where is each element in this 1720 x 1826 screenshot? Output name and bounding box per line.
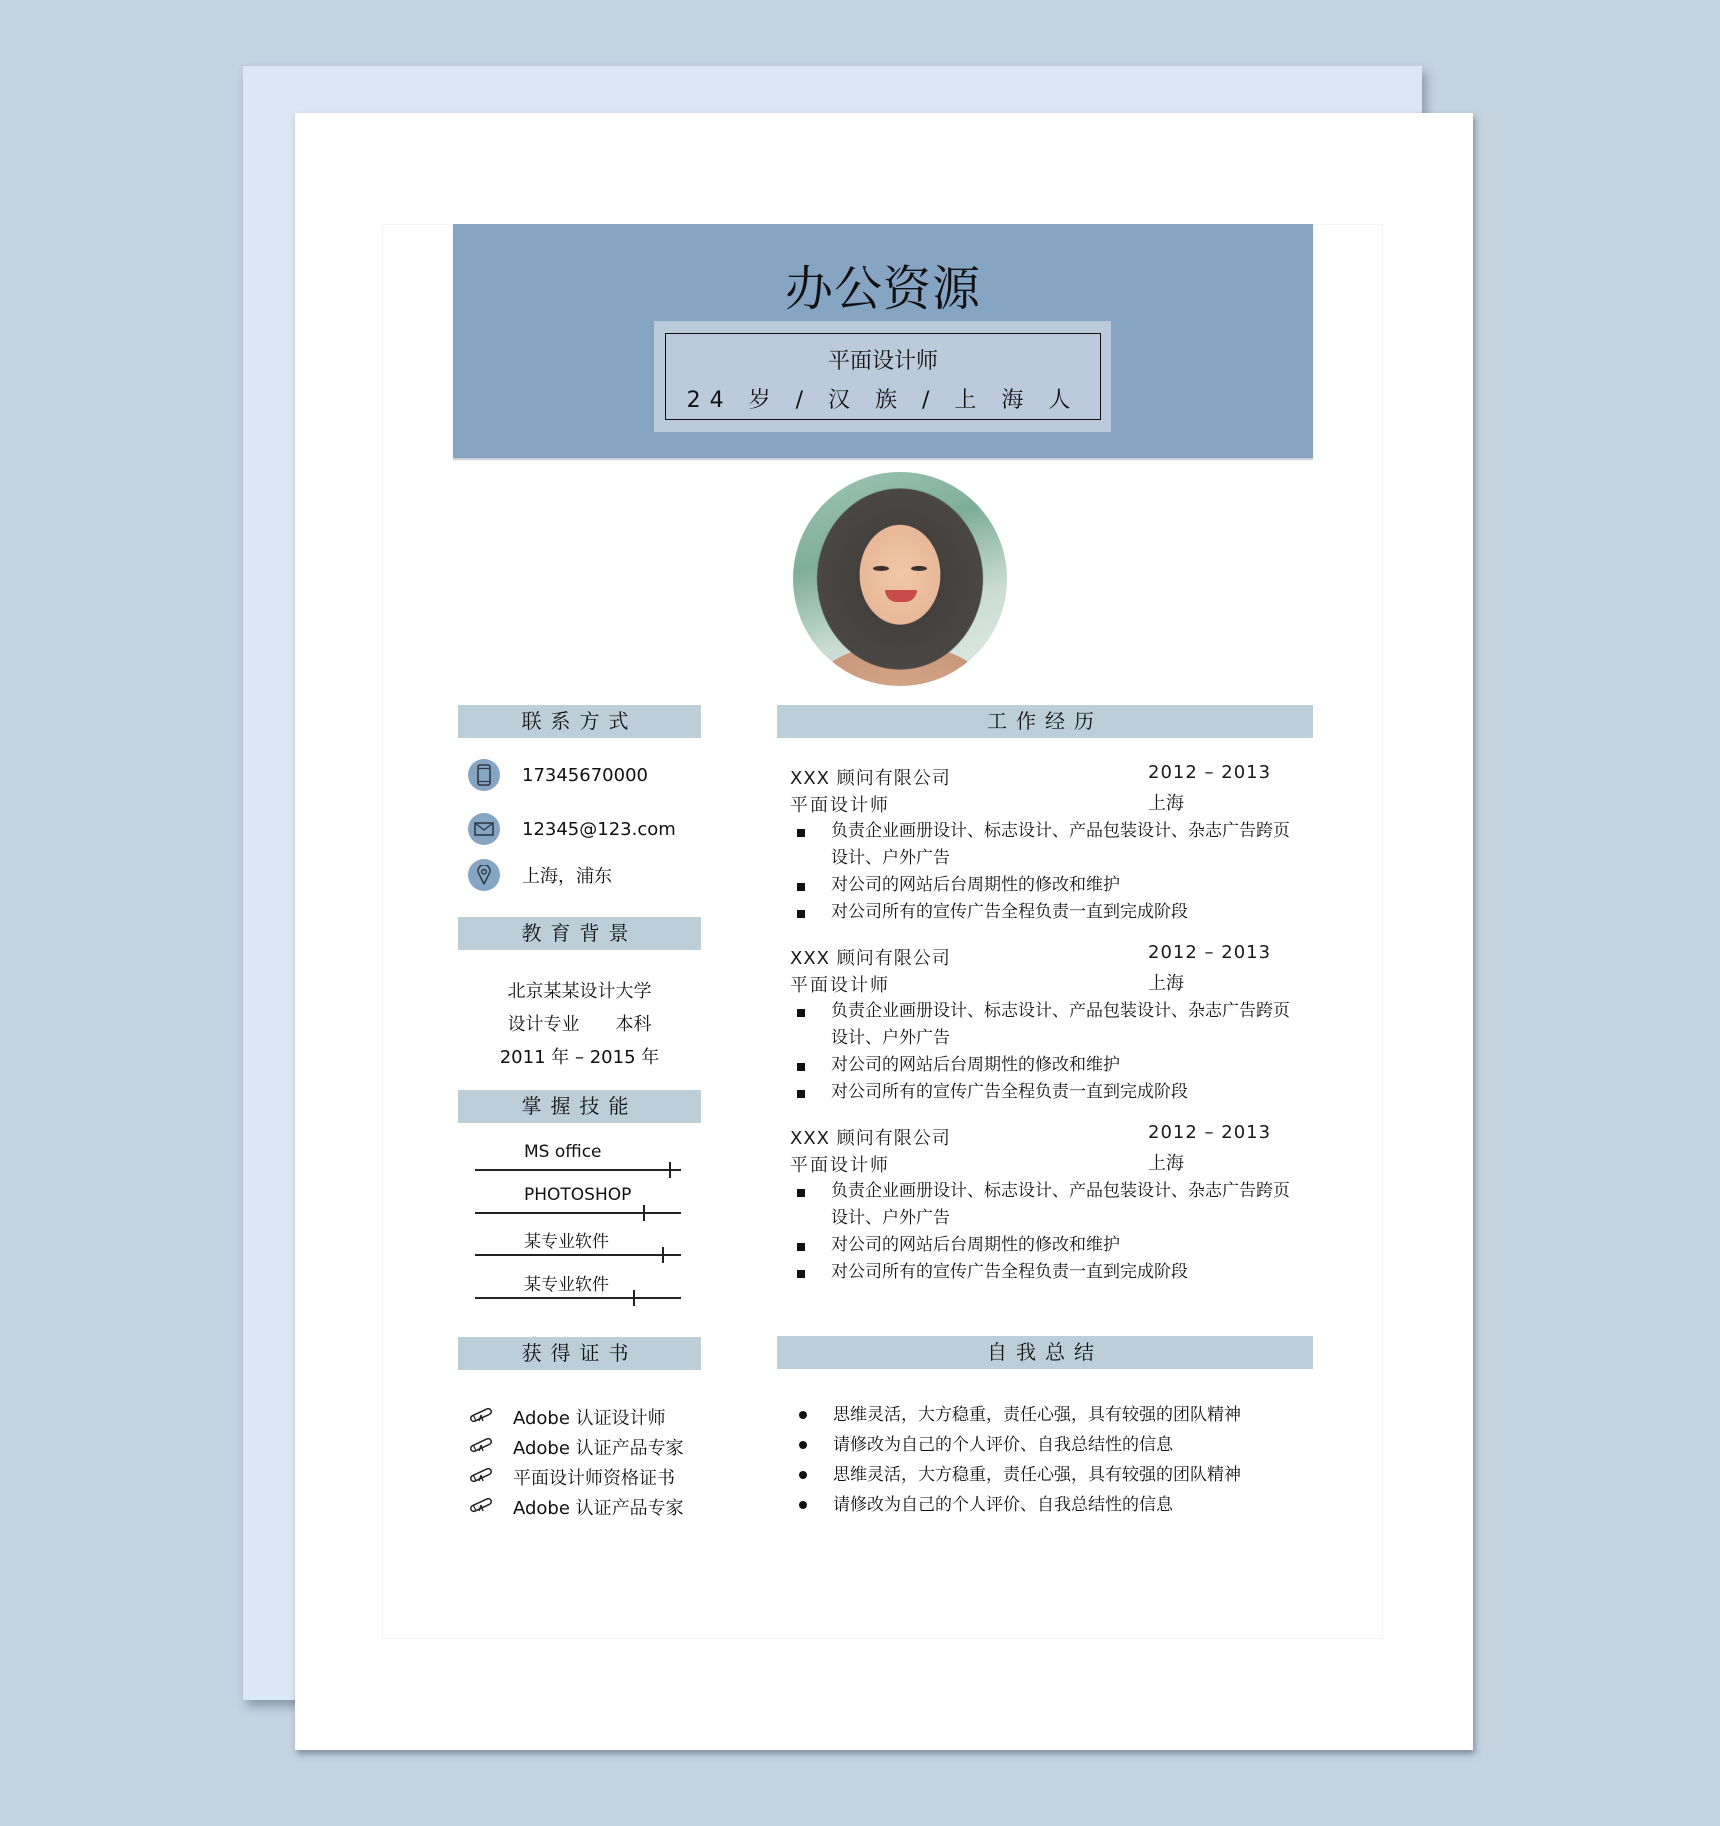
summary-item: 请修改为自己的个人评价、自我总结性的信息 bbox=[790, 1490, 1310, 1520]
job-period: 2012 – 2013 bbox=[1148, 942, 1272, 963]
education-major-degree: 设计专业 本科 bbox=[507, 1014, 652, 1035]
job-duty: 负责企业画册设计、标志设计、产品包装设计、杂志广告跨页设计、户外广告 bbox=[790, 1178, 1290, 1232]
skill-level-marker bbox=[669, 1162, 671, 1178]
section-header-summary: 自我总结 bbox=[777, 1336, 1313, 1369]
summary-item: 思维灵活，大方稳重，责任心强，具有较强的团队精神 bbox=[790, 1400, 1310, 1430]
photo-smile bbox=[885, 590, 917, 602]
skill-bar bbox=[475, 1270, 681, 1310]
certificate-name: Adobe 认证产品专家 bbox=[513, 1438, 684, 1459]
section-header-education: 教育背景 bbox=[458, 917, 701, 950]
summary-list bbox=[790, 1400, 1310, 1520]
job-period: 2012 – 2013 bbox=[1148, 762, 1272, 783]
certificate-item bbox=[468, 1463, 675, 1491]
section-header-contact: 联系方式 bbox=[458, 705, 701, 738]
job-duties bbox=[790, 998, 1290, 1106]
contact-email bbox=[468, 812, 676, 846]
skill-level-marker bbox=[643, 1205, 645, 1221]
job-duty: 对公司所有的宣传广告全程负责一直到完成阶段 bbox=[790, 899, 1290, 926]
skill-name: 某专业软件 bbox=[524, 1232, 609, 1252]
job-period: 2012 – 2013 bbox=[1148, 1122, 1272, 1143]
section-header-certificates: 获得证书 bbox=[458, 1337, 701, 1370]
job-location: 上海 bbox=[1148, 793, 1184, 814]
diploma-icon bbox=[468, 1407, 494, 1427]
job-company: XXX 顾问有限公司 bbox=[790, 1128, 951, 1149]
job-location: 上海 bbox=[1148, 1153, 1184, 1174]
location-text: 上海，浦东 bbox=[522, 866, 612, 887]
phone-number: 17345670000 bbox=[522, 764, 648, 786]
skill-bar bbox=[475, 1142, 681, 1182]
personal-meta: 24 岁 / 汉 族 / 上 海 人 bbox=[686, 388, 1080, 413]
job-title: 平面设计师 bbox=[790, 975, 890, 996]
job-title: 平面设计师 bbox=[790, 1155, 890, 1176]
job-duty: 对公司所有的宣传广告全程负责一直到完成阶段 bbox=[790, 1079, 1290, 1106]
job-duty: 对公司所有的宣传广告全程负责一直到完成阶段 bbox=[790, 1259, 1290, 1286]
resume-title: 办公资源 bbox=[784, 261, 981, 317]
summary-item: 思维灵活，大方稳重，责任心强，具有较强的团队精神 bbox=[790, 1460, 1310, 1490]
header-band bbox=[453, 224, 1313, 458]
phone-icon bbox=[468, 759, 500, 791]
certificate-name: Adobe 认证产品专家 bbox=[513, 1498, 684, 1519]
job-company: XXX 顾问有限公司 bbox=[790, 948, 951, 969]
job-location: 上海 bbox=[1148, 973, 1184, 994]
header-card-frame bbox=[665, 333, 1101, 420]
section-header-skills: 掌握技能 bbox=[458, 1090, 701, 1123]
education-period: 2011 年 – 2015 年 bbox=[499, 1047, 660, 1068]
contact-location bbox=[468, 858, 612, 892]
photo-eye-right bbox=[911, 566, 927, 571]
mail-icon bbox=[468, 813, 500, 845]
profile-photo bbox=[793, 472, 1007, 686]
diploma-icon bbox=[468, 1497, 494, 1517]
header-card bbox=[654, 321, 1111, 432]
job-duty: 对公司的网站后台周期性的修改和维护 bbox=[790, 1052, 1290, 1079]
skill-name: PHOTOSHOP bbox=[524, 1185, 632, 1205]
photo-eye-left bbox=[873, 566, 889, 571]
skill-level-marker bbox=[662, 1247, 664, 1263]
skill-track bbox=[475, 1254, 681, 1256]
job-duties bbox=[790, 818, 1290, 926]
education-school: 北京某某设计大学 bbox=[507, 981, 652, 1002]
diploma-icon bbox=[468, 1467, 494, 1487]
skill-track bbox=[475, 1297, 681, 1299]
summary-item: 请修改为自己的个人评价、自我总结性的信息 bbox=[790, 1430, 1310, 1460]
skill-name: 某专业软件 bbox=[524, 1275, 609, 1295]
job-duties bbox=[790, 1178, 1290, 1286]
job-title: 平面设计师 bbox=[790, 795, 890, 816]
skill-level-marker bbox=[633, 1290, 635, 1306]
skill-bar bbox=[475, 1185, 681, 1225]
job-duty: 对公司的网站后台周期性的修改和维护 bbox=[790, 1232, 1290, 1259]
skill-bar bbox=[475, 1227, 681, 1267]
location-icon bbox=[468, 859, 500, 891]
certificate-item bbox=[468, 1403, 666, 1431]
job-duty: 负责企业画册设计、标志设计、产品包装设计、杂志广告跨页设计、户外广告 bbox=[790, 818, 1290, 872]
diploma-icon bbox=[468, 1437, 494, 1457]
skill-track bbox=[475, 1212, 681, 1214]
skill-name: MS office bbox=[524, 1142, 602, 1162]
certificate-item bbox=[468, 1433, 684, 1461]
certificate-name: Adobe 认证设计师 bbox=[513, 1408, 666, 1429]
certificate-name: 平面设计师资格证书 bbox=[513, 1468, 675, 1489]
job-company: XXX 顾问有限公司 bbox=[790, 768, 951, 789]
section-header-work: 工作经历 bbox=[777, 705, 1313, 738]
job-duty: 负责企业画册设计、标志设计、产品包装设计、杂志广告跨页设计、户外广告 bbox=[790, 998, 1290, 1052]
contact-phone bbox=[468, 758, 648, 792]
job-duty: 对公司的网站后台周期性的修改和维护 bbox=[790, 872, 1290, 899]
email-address: 12345@123.com bbox=[522, 818, 676, 840]
certificate-item bbox=[468, 1493, 684, 1521]
job-role: 平面设计师 bbox=[827, 349, 938, 374]
skill-track bbox=[475, 1169, 681, 1171]
